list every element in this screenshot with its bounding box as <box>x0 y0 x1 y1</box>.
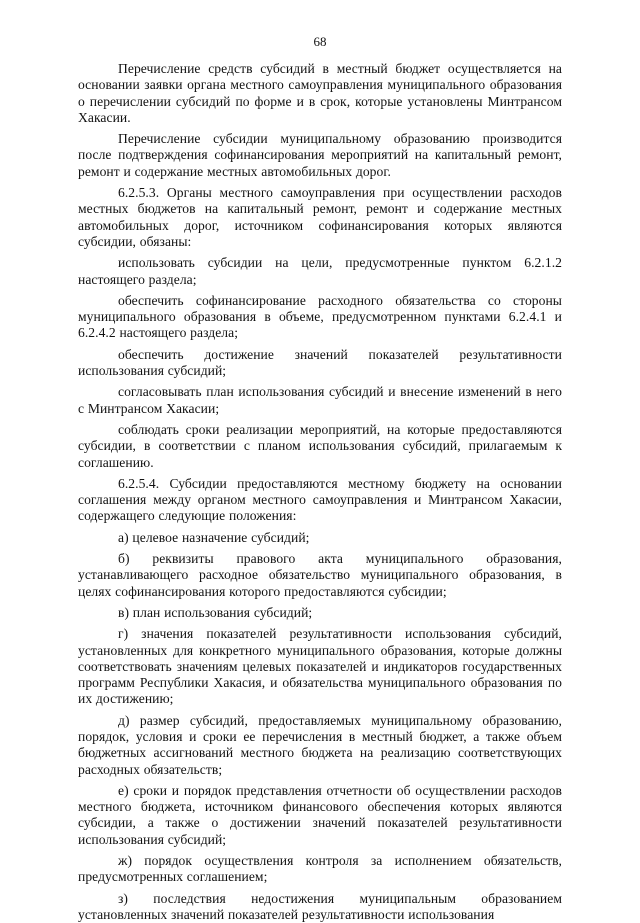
provision-e: е) сроки и порядок представления отчетности об осуществлении расходов местного бюджета, источником финансового обеспечения которых являются субсидии, а также о достижении значений показателей результативности использования субсидий; <box>78 782 562 847</box>
provision-v: в) план использования субсидий; <box>118 604 313 620</box>
paragraph-6-2-5-4: 6.2.5.4. Субсидии предоставляются местному бюджету на основании соглашения между органом местного самоуправления и Минтрансом Хакасии, содержащего следующие положения: <box>78 475 562 524</box>
paragraph-transfer-funds: Перечисление средств субсидий в местный бюджет осуществляется на основании заявки органа местного самоуправления муниципального образования о перечислении субсидий по форме и в срок, которые установлены Минтрансом Хакасии. <box>78 61 562 125</box>
provision-z: з) последствия недостижения муниципальным образованием установленных значений показателей результативности использования <box>78 890 562 922</box>
obligation-agree-plan: согласовывать план использования субсидий и внесение изменений в него с Минтрансом Хакасии; <box>78 384 562 416</box>
paragraph-6-2-5-3: 6.2.5.3. Органы местного самоуправления при осуществлении расходов местных бюджетов на капитальный ремонт, ремонт и содержание местных автомобильных дорог, источником софинансирования которых являются субсидии, обязаны: <box>78 185 562 249</box>
obligation-performance: обеспечить достижение значений показателей результативности использования субсидий; <box>78 346 562 379</box>
page-number: 68 <box>313 34 327 49</box>
obligation-deadlines: соблюдать сроки реализации мероприятий, на которые предоставляются субсидии, в соответствии с планом использования субсидий, прилагаемым к соглашению. <box>78 421 562 470</box>
provision-zh: ж) порядок осуществления контроля за исполнением обязательств, предусмотренных соглашением; <box>78 853 562 885</box>
obligation-cofinancing: обеспечить софинансирование расходного обязательства со стороны муниципального образования в объеме, предусмотренном пунктами 6.2.4.1 и 6.2.4.2 настоящего раздела; <box>78 292 562 341</box>
provision-a: а) целевое назначение субсидий; <box>118 529 310 545</box>
paragraph-transfer-after-confirmation: Перечисление субсидии муниципальному образованию производится после подтверждения софинансирования мероприятий на капитальный ремонт, ремонт и содержание местных автомобильных дорог. <box>78 131 562 179</box>
obligation-use-subsidies: использовать субсидии на цели, предусмотренные пунктом 6.2.1.2 настоящего раздела; <box>78 255 562 287</box>
provision-b: б) реквизиты правового акта муниципального образования, устанавливающего расходное обязательство муниципального образования, в целях софинансирования которого предоставляются субсидии; <box>78 551 562 599</box>
provision-d: д) размер субсидий, предоставляемых муниципальному образованию, порядок, условия и сроки ее перечисления в местный бюджет, а также объем бюджетных ассигнований местного бюджета на реализацию соответствующих расходных обязательств; <box>78 712 562 777</box>
provision-g: г) значения показателей результативности использования субсидий, установленных для конкретного муниципального образования, которые должны соответствовать значениям целевых показателей и индикаторов государственных программ Республики Хакасия, и обязательства муниципального образования по их достижению; <box>78 626 562 707</box>
